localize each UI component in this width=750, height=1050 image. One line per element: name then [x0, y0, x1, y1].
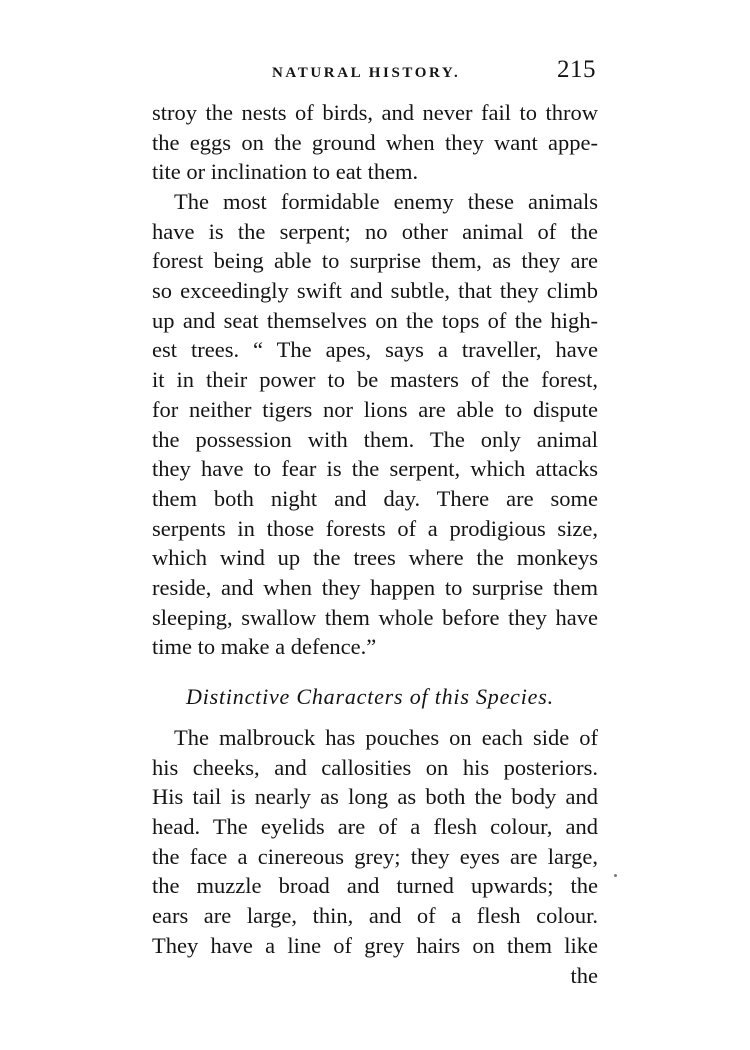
text-line: sleeping, swallow them whole before they have: [152, 604, 598, 630]
text-line: His tail is nearly as long as both the body and: [152, 784, 598, 810]
text-line: The most formidable enemy these animals: [174, 189, 598, 214]
text-line: it in their power to be masters of the forest,: [152, 367, 598, 393]
paragraph-characters: [152, 723, 598, 990]
text-line: time to make a defence.”: [152, 634, 377, 660]
text-line: up and seat themselves on the tops of the high-: [152, 307, 598, 333]
text-line: serpents in those forests of a prodigious size,: [152, 515, 598, 541]
section-heading: Distinctive Characters of this Species.: [186, 684, 554, 709]
paragraph-continued: [152, 98, 598, 187]
text-line: the muzzle broad and turned upwards; the: [152, 873, 598, 899]
page-number: 215: [557, 56, 596, 83]
ink-speck: [614, 874, 617, 877]
text-line: the possession with them. The only animal: [152, 426, 598, 452]
running-head: NATURAL HISTORY.: [272, 65, 461, 81]
text-line: forest being able to surprise them, as they are: [152, 248, 598, 274]
text-line: The malbrouck has pouches on each side of: [174, 725, 598, 750]
text-line: reside, and when they happen to surprise them: [152, 574, 598, 600]
page-header: [148, 56, 598, 90]
text-line: for neither tigers nor lions are able to dispute: [152, 396, 598, 422]
text-line: which wind up the trees where the monkeys: [152, 545, 598, 571]
text-line: tite or inclination to eat them.: [152, 159, 419, 185]
text-line: the face a cinereous grey; they eyes are large,: [152, 843, 598, 869]
text-line: them both night and day. There are some: [152, 485, 598, 511]
text-line: the eggs on the ground when they want appe-: [152, 129, 598, 155]
text-line: stroy the nests of birds, and never fail to throw: [152, 100, 598, 125]
text-line: ears are large, thin, and of a flesh colour.: [152, 903, 598, 929]
catchword: the: [570, 962, 598, 988]
paragraph-serpent: [152, 187, 598, 662]
text-line: head. The eyelids are of a flesh colour, and: [152, 814, 598, 840]
text-line: so exceedingly swift and subtle, that they climb: [152, 278, 598, 304]
text-line: his cheeks, and callosities on his posteriors.: [152, 754, 598, 780]
text-line: they have to fear is the serpent, which attacks: [152, 456, 598, 482]
text-line: est trees. “ The apes, says a traveller, have: [152, 337, 598, 363]
text-line: have is the serpent; no other animal of the: [152, 218, 598, 244]
text-line: They have a line of grey hairs on them like: [152, 932, 598, 958]
